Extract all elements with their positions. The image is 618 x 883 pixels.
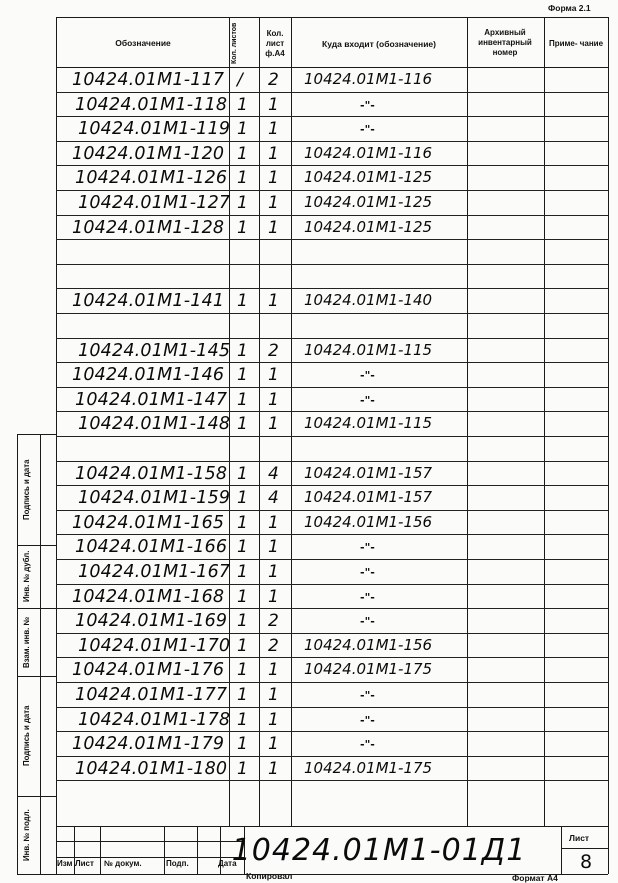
copied-label: Копировал (246, 871, 293, 881)
row-sheets: 1 (237, 660, 248, 681)
row-a4: 1 (268, 143, 279, 164)
row-code: 10424.01М1-146 (72, 365, 225, 386)
row-code: 10424.01М1-127 (78, 193, 231, 213)
row-dest: 10424.01М1-156 (304, 635, 433, 654)
row-dest: 10424.01М1-140 (304, 291, 433, 310)
row-sheets: 1 (237, 414, 248, 435)
row-a4: 1 (268, 758, 279, 779)
row-sheets: 1 (237, 119, 248, 140)
row-sheets: 1 (237, 635, 248, 656)
row-dest-ditto: -"- (360, 689, 375, 702)
row-sheets: 1 (237, 365, 248, 386)
row-dest-ditto: -"- (360, 369, 375, 383)
row-code: 10424.01М1-119 (78, 119, 231, 140)
row-sheets: 1 (237, 94, 248, 115)
row-a4: 1 (268, 193, 279, 213)
title-block-col-label: № докум. (104, 859, 142, 868)
row-code: 10424.01М1-117 (72, 70, 225, 90)
row-a4: 1 (268, 291, 279, 312)
title-block-col-label: Изм (57, 859, 73, 868)
row-code: 10424.01М1-145 (78, 340, 231, 361)
row-code: 10424.01М1-159 (78, 488, 231, 509)
row-code: 10424.01М1-165 (72, 512, 225, 533)
row-a4: 4 (268, 488, 279, 509)
row-dest: 10424.01М1-125 (304, 168, 433, 187)
row-sheets: 1 (237, 463, 248, 484)
row-sheets: 1 (237, 709, 248, 730)
row-a4: 1 (268, 562, 279, 582)
row-sheets: 1 (237, 586, 248, 607)
row-dest: 10424.01М1-157 (304, 488, 433, 507)
row-sheets: 1 (237, 562, 248, 582)
row-code: 10424.01М1-180 (75, 758, 228, 779)
row-a4: 1 (268, 389, 279, 410)
row-dest-ditto: -"- (360, 566, 375, 579)
row-code: 10424.01М1-176 (72, 660, 225, 681)
row-code: 10424.01М1-179 (72, 734, 225, 755)
row-sheets: 1 (237, 734, 248, 755)
row-a4: 1 (268, 586, 279, 607)
row-code: 10424.01М1-178 (78, 709, 231, 730)
sheet-number: 8 (580, 851, 593, 873)
row-a4: 2 (268, 611, 279, 632)
row-a4: 1 (268, 94, 279, 115)
row-a4: 1 (268, 537, 279, 558)
row-a4: 1 (268, 512, 279, 533)
row-a4: 1 (268, 365, 279, 386)
row-a4: 2 (268, 635, 279, 656)
row-dest: 10424.01М1-175 (304, 660, 433, 679)
row-dest: 10424.01М1-156 (304, 512, 433, 531)
row-sheets: / (237, 70, 243, 90)
row-a4: 1 (268, 119, 279, 140)
header-note: Приме- чание (548, 39, 604, 48)
header-sheet-count-a4: Кол. лист ф.А4 (265, 29, 285, 58)
side-label: Инв. № подл. (22, 809, 31, 861)
row-dest: 10424.01М1-115 (304, 340, 433, 359)
row-dest: 10424.01М1-125 (304, 217, 433, 236)
row-a4: 1 (268, 734, 279, 755)
row-sheets: 1 (237, 758, 248, 779)
row-code: 10424.01М1-120 (72, 143, 225, 164)
row-code: 10424.01М1-126 (75, 168, 228, 189)
format-label: Формат А4 (512, 873, 558, 883)
document-code: 10424.01М1-01Д1 (231, 833, 527, 868)
row-dest-ditto: -"- (360, 393, 375, 407)
row-a4: 4 (268, 463, 279, 484)
row-code: 10424.01М1-167 (78, 562, 231, 582)
row-sheets: 1 (237, 389, 248, 410)
row-dest-ditto: -"- (360, 615, 375, 629)
row-a4: 1 (268, 217, 279, 238)
row-a4: 1 (268, 168, 279, 189)
title-block-col-label: Дата (218, 859, 237, 868)
row-a4: 1 (268, 709, 279, 730)
row-a4: 2 (268, 70, 279, 90)
row-code: 10424.01М1-166 (75, 537, 228, 558)
header-where-used: Куда входит (обозначение) (322, 39, 436, 49)
side-label: Взам. инв. № (22, 616, 31, 668)
row-a4: 2 (268, 340, 279, 361)
row-dest-ditto: -"- (360, 98, 375, 112)
row-sheets: 1 (237, 537, 248, 558)
row-a4: 1 (268, 414, 279, 435)
row-code: 10424.01М1-128 (72, 217, 225, 238)
header-designation: Обозначение (115, 38, 171, 48)
side-label: Подпись и дата (22, 459, 31, 520)
side-label: Подпись и дата (22, 705, 31, 766)
row-dest-ditto: -"- (360, 541, 375, 555)
row-a4: 1 (268, 660, 279, 681)
row-sheets: 1 (237, 168, 248, 189)
row-sheets: 1 (237, 291, 248, 312)
title-block-col-label: Подп. (166, 859, 189, 868)
row-code: 10424.01М1-141 (72, 291, 225, 312)
row-a4: 1 (268, 685, 279, 705)
row-dest: 10424.01М1-116 (304, 143, 433, 162)
row-sheets: 1 (237, 217, 248, 238)
row-sheets: 1 (237, 143, 248, 164)
row-dest-ditto: -"- (360, 738, 375, 752)
row-sheets: 1 (237, 685, 248, 705)
row-dest: 10424.01М1-125 (304, 193, 433, 211)
row-sheets: 1 (237, 512, 248, 533)
form-label: Форма 2.1 (548, 3, 591, 13)
side-label: Инв. № дубл. (22, 550, 31, 602)
row-code: 10424.01М1-158 (75, 463, 228, 484)
row-dest: 10424.01М1-157 (304, 463, 433, 482)
row-dest: 10424.01М1-116 (304, 70, 433, 88)
row-code: 10424.01М1-169 (75, 611, 228, 632)
row-dest: 10424.01М1-115 (304, 414, 433, 433)
row-code: 10424.01М1-177 (75, 685, 228, 705)
row-sheets: 1 (237, 611, 248, 632)
row-dest-ditto: -"- (360, 590, 375, 604)
row-code: 10424.01М1-118 (75, 94, 228, 115)
row-code: 10424.01М1-148 (78, 414, 231, 435)
row-sheets: 1 (237, 193, 248, 213)
row-dest-ditto: -"- (360, 123, 375, 137)
row-code: 10424.01М1-147 (75, 389, 228, 410)
sheet-label: Лист (569, 833, 590, 843)
row-code: 10424.01М1-168 (72, 586, 225, 607)
header-sheets-count: Кол. листов (231, 22, 238, 64)
row-sheets: 1 (237, 488, 248, 509)
title-block-col-label: Лист (75, 859, 94, 868)
row-code: 10424.01М1-170 (78, 635, 231, 656)
header-archive-number: Архивный инвентарный номер (478, 28, 532, 57)
row-dest: 10424.01М1-175 (304, 758, 433, 777)
row-sheets: 1 (237, 340, 248, 361)
row-dest-ditto: -"- (360, 713, 375, 727)
